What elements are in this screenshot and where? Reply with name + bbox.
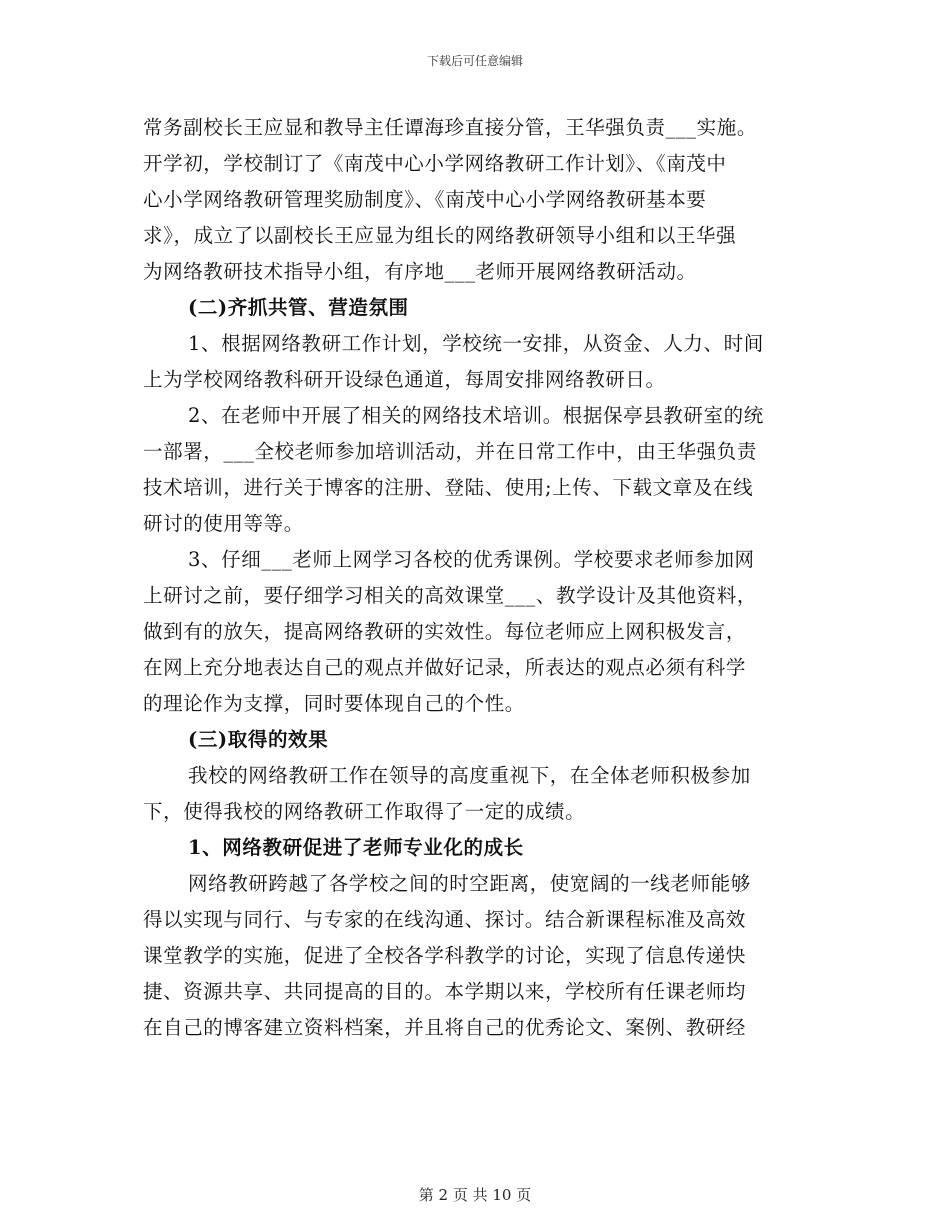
body-text-line: 3、仔细___老师上网学习各校的优秀课例。学校要求老师参加网 — [188, 548, 755, 571]
page-header-note: 下载后可任意编辑 — [426, 54, 523, 68]
body-text-line: 课堂教学的实施，促进了全校各学科教学的讨论，实现了信息传递快 — [143, 944, 747, 967]
body-text-line: 得以实现与同行、与专家的在线沟通、探讨。结合新课程标准及高效 — [143, 908, 747, 931]
body-text-line: 一部署，___全校老师参加培训活动，并在日常工作中，由王华强负责 — [143, 440, 757, 463]
section-heading: 1、网络教研促进了老师专业化的成长 — [188, 836, 524, 859]
body-text-line: 上为学校网络教科研开设绿色通道，每周安排网络教研日。 — [143, 368, 666, 391]
body-text-line: 在网上充分地表达自己的观点并做好记录，所表达的观点必须有科学 — [143, 656, 747, 679]
body-text-line: 2、在老师中开展了相关的网络技术培训。根据保亭县教研室的统 — [188, 404, 764, 427]
body-text-line: 在自己的博客建立资料档案，并且将自己的优秀论文、案例、教研经 — [143, 1016, 747, 1039]
body-text-line: 我校的网络教研工作在领导的高度重视下，在全体老师积极参加 — [188, 764, 751, 787]
body-text-line: 做到有的放矢，提高网络教研的实效性。每位老师应上网积极发言， — [143, 620, 747, 643]
body-text-line: 研讨的使用等等。 — [143, 512, 304, 535]
section-heading: (二)齐抓共管、营造氛围 — [188, 296, 409, 319]
body-text-line: 下，使得我校的网络教研工作取得了一定的成绩。 — [143, 800, 586, 823]
body-text-line: 求》，成立了以副校长王应显为组长的网络教研领导小组和以王华强 — [143, 224, 737, 247]
body-text-line: 开学初，学校制订了《南茂中心小学网络教研工作计划》、《南茂中 — [143, 152, 727, 175]
body-text-line: 技术培训，进行关于博客的注册、登陆、使用;上传、下载文章及在线 — [143, 476, 754, 499]
page-number-footer: 第 2 页 共 10 页 — [418, 1186, 532, 1204]
body-text-line: 的理论作为支撑，同时要体现自己的个性。 — [143, 692, 525, 715]
body-text-line: 心小学网络教研管理奖励制度》、《南茂中心小学网络教研基本要 — [143, 188, 707, 211]
body-text-line: 捷、资源共享、共同提高的目的。本学期以来，学校所有任课老师均 — [143, 980, 747, 1003]
body-text-line: 1、根据网络教研工作计划，学校统一安排，从资金、人力、时间 — [188, 332, 764, 355]
section-heading: (三)取得的效果 — [188, 728, 329, 751]
body-text-line: 为网络教研技术指导小组，有序地___老师开展网络教研活动。 — [143, 260, 697, 283]
body-text-line: 常务副校长王应显和教导主任谭海珍直接分管，王华强负责___实施。 — [143, 116, 757, 139]
body-text-line: 网络教研跨越了各学校之间的时空距离，使宽阔的一线老师能够 — [188, 872, 751, 895]
body-text-line: 上研讨之前，要仔细学习相关的高效课堂___、教学设计及其他资料， — [143, 584, 757, 607]
document-body — [143, 110, 808, 1046]
